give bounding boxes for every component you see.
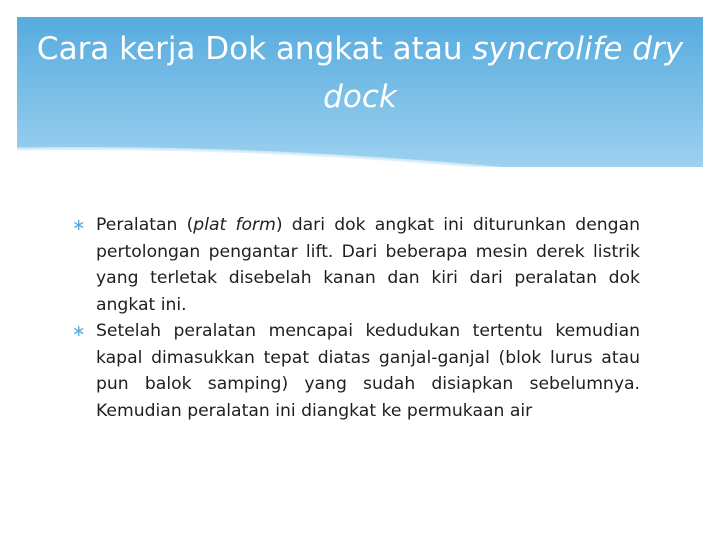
bullet-item <box>72 212 640 318</box>
title-banner <box>17 17 703 167</box>
bullet-text: Peralatan ( <box>96 215 194 235</box>
bullet-text: ) dari dok angkat ini diturunkan dengan pertolongan pengantar lift. Dari beberapa mesin derek listrik yang terletak disebelah kanan dan kiri dari peralatan dok angkat ini. <box>96 215 640 315</box>
title-text: Cara kerja Dok angkat atau <box>36 31 473 67</box>
title-italic-text: syncrolife dry dock <box>323 31 684 115</box>
bullet-item <box>72 318 640 424</box>
slide-title <box>17 25 703 121</box>
bullet-marker-icon: ∗ <box>72 215 86 234</box>
bullet-list <box>72 212 640 424</box>
bullet-text: Setelah peralatan mencapai kedudukan tertentu kemudian kapal dimasukkan tepat diatas ganjal-ganjal (blok lurus atau pun balok samping) yang sudah disiapkan sebelumnya. Kemudian peralatan ini diangkat ke permukaan air <box>96 321 640 421</box>
bullet-marker-icon: ∗ <box>72 321 86 340</box>
bullet-italic-text: plat form <box>193 215 276 235</box>
